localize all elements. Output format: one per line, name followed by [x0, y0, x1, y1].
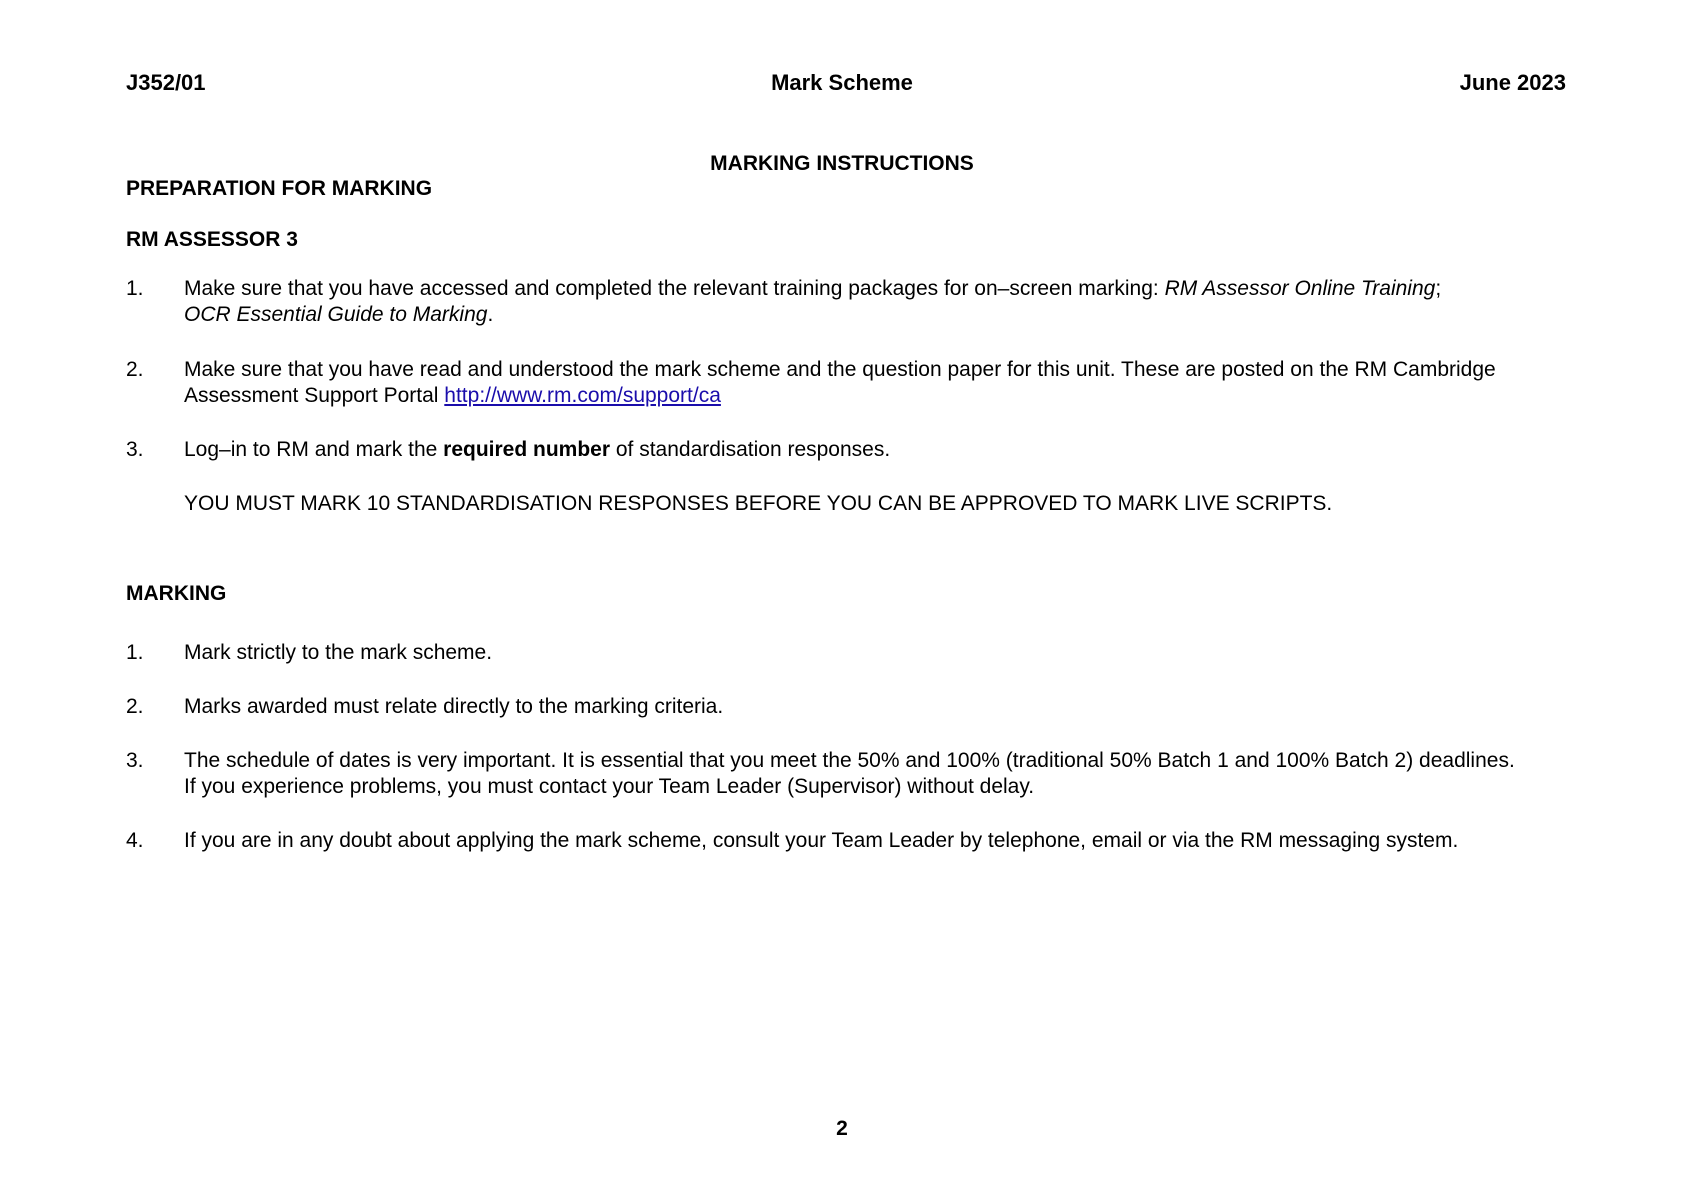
header-document-title: Mark Scheme: [771, 70, 913, 95]
list-text: Log–in to RM and mark the required number of standardisation responses.: [184, 438, 891, 461]
standardisation-notice: YOU MUST MARK 10 STANDARDISATION RESPONSES BEFORE YOU CAN BE APPROVED TO MARK LIVE SCRIPTS.: [184, 492, 1333, 515]
preparation-item-3: [126, 437, 1566, 463]
support-portal-link[interactable]: http://www.rm.com/support/ca: [444, 384, 721, 407]
preparation-item-2: [126, 357, 1566, 409]
list-number: 2.: [126, 358, 144, 381]
marking-item-2: [126, 694, 1566, 720]
list-number: 3.: [126, 749, 144, 772]
list-number: 3.: [126, 438, 144, 461]
header-date: June 2023: [1459, 70, 1566, 95]
list-number: 2.: [126, 695, 144, 718]
list-text: Make sure that you have accessed and completed the relevant training packages for on–screen marking: RM Assessor Online Training; OCR Essential Guide to Marking.: [184, 277, 1442, 326]
list-text: Marks awarded must relate directly to the marking criteria.: [184, 695, 724, 718]
page-title: MARKING INSTRUCTIONS: [710, 152, 974, 175]
list-text: Mark strictly to the mark scheme.: [184, 641, 493, 664]
marking-heading: MARKING: [126, 582, 227, 605]
list-number: 1.: [126, 641, 144, 664]
header-paper-code: J352/01: [126, 70, 206, 95]
list-number: 1.: [126, 277, 144, 300]
list-number: 4.: [126, 829, 144, 852]
preparation-heading: PREPARATION FOR MARKING: [126, 177, 433, 200]
list-text: If you are in any doubt about applying the mark scheme, consult your Team Leader by telephone, email or via the RM messaging system.: [184, 829, 1459, 852]
marking-item-4: [126, 828, 1566, 854]
preparation-item-1: [126, 276, 1566, 328]
rm-assessor-subheading: RM ASSESSOR 3: [126, 228, 298, 251]
page-number: 2: [836, 1117, 848, 1140]
list-text: The schedule of dates is very important. It is essential that you meet the 50% and 100% (traditional 50% Batch 1 and 100% Batch 2) deadlines. If you experience problems, you must contact your Team Leader (Supervisor) without delay.: [184, 749, 1515, 798]
marking-item-1: [126, 640, 1566, 666]
marking-item-3: [126, 748, 1516, 800]
list-text: Make sure that you have read and understood the mark scheme and the question paper for this unit. These are posted on the RM Cambridge Assessment Support Portal http://www.rm.com/support/ca: [184, 358, 1496, 407]
